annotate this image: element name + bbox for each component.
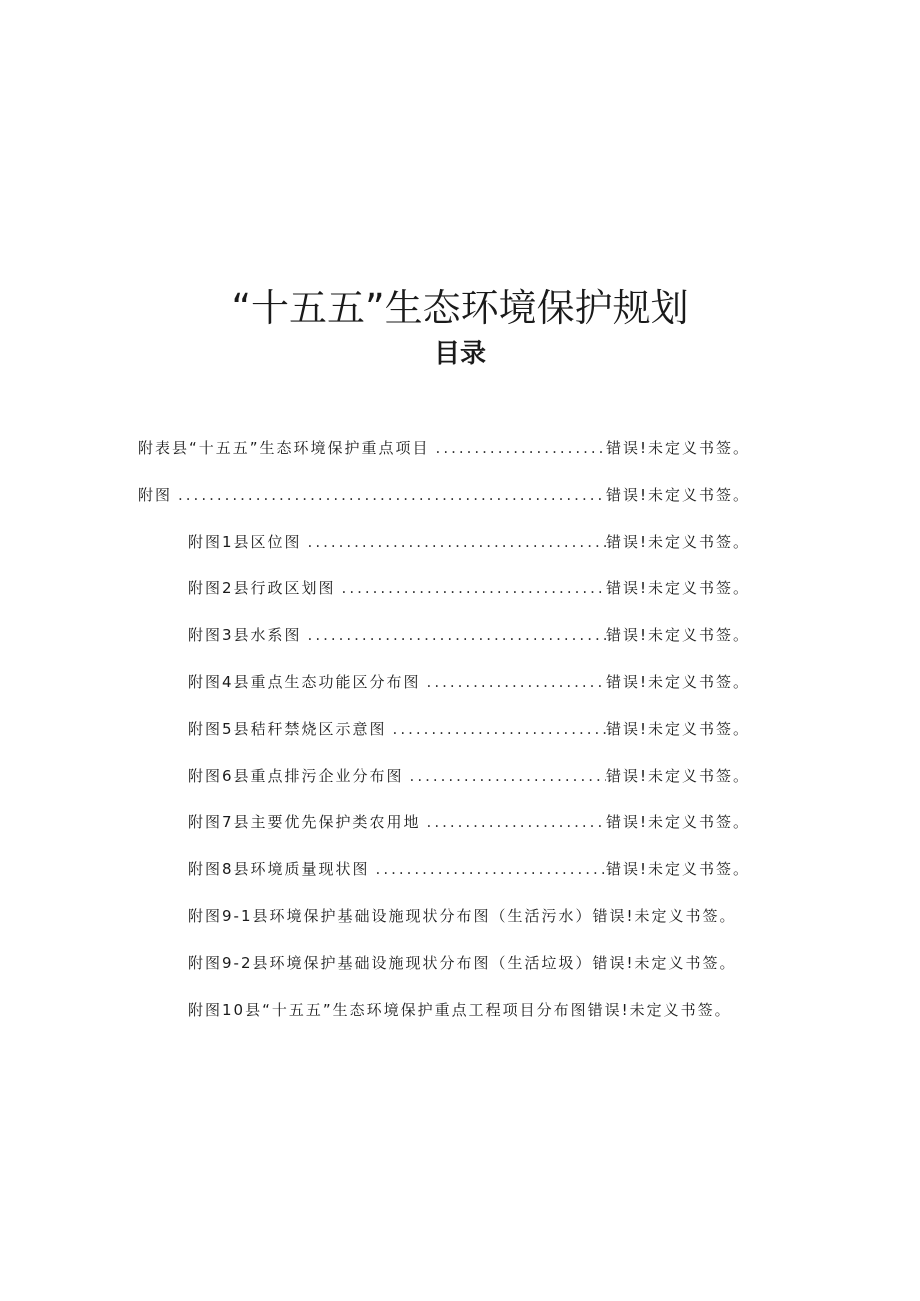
- toc-entry-label: 附图4县重点生态功能区分布图: [188, 673, 421, 691]
- toc-entry[interactable]: [188, 621, 750, 649]
- toc-entry-label: 附表县“十五五”生态环境保护重点项目: [138, 439, 430, 457]
- toc-entry-page-ref: 错误!未定义书签。: [605, 486, 750, 504]
- toc-entry[interactable]: [188, 949, 750, 977]
- toc-entry-page-ref: 错误!未定义书签。: [592, 907, 737, 925]
- toc-dot-leader: [302, 528, 606, 556]
- toc-entry-label: 附图3县水系图: [188, 626, 302, 644]
- toc-entry-page-ref: 错误!未定义书签。: [605, 767, 750, 785]
- toc-entry-label: 附图9-1县环境保护基础设施现状分布图（生活污水）: [188, 907, 593, 925]
- toc-entry-page-ref: 错误!未定义书签。: [605, 720, 750, 738]
- toc-entry[interactable]: [188, 996, 750, 1024]
- toc-entry-label: 附图8县环境质量现状图: [188, 860, 370, 878]
- toc-dot-leader: [421, 808, 606, 836]
- toc-entry[interactable]: [188, 855, 750, 883]
- toc-entry-page-ref: 错误!未定义书签。: [605, 673, 750, 691]
- toc-dot-leader: [387, 715, 606, 743]
- toc-entry-label: 附图9-2县环境保护基础设施现状分布图（生活垃圾）: [188, 954, 593, 972]
- toc-dot-leader: [404, 762, 606, 790]
- toc-entry-page-ref: 错误!未定义书签。: [605, 579, 750, 597]
- toc-entry[interactable]: [188, 574, 750, 602]
- toc-entry[interactable]: [138, 434, 750, 462]
- toc-entry[interactable]: [188, 808, 750, 836]
- toc-entry[interactable]: [188, 715, 750, 743]
- toc-entry-page-ref: 错误!未定义书签。: [605, 626, 750, 644]
- toc-dot-leader: [421, 668, 606, 696]
- toc-dot-leader: [370, 855, 606, 883]
- toc-entry-page-ref: 错误!未定义书签。: [605, 860, 750, 878]
- toc-entry-label: 附图2县行政区划图: [188, 579, 336, 597]
- toc-dot-leader: [336, 574, 606, 602]
- toc-entry-label: 附图6县重点排污企业分布图: [188, 767, 404, 785]
- document-title: “十五五”生态环境保护规划: [231, 286, 689, 330]
- toc-entry-label: 附图1县区位图: [188, 533, 302, 551]
- toc-entry-label: 附图: [138, 486, 173, 504]
- toc-dot-leader: [172, 481, 606, 509]
- toc-entry-label: 附图7县主要优先保护类农用地: [188, 813, 421, 831]
- toc-heading: 目录: [433, 339, 486, 369]
- toc-entry-page-ref: 错误!未定义书签。: [605, 533, 750, 551]
- toc-entry[interactable]: [138, 481, 750, 509]
- toc-entry-label: 附图5县秸秆禁烧区示意图: [188, 720, 387, 738]
- toc-entry[interactable]: [188, 668, 750, 696]
- toc-entry-page-ref: 错误!未定义书签。: [605, 439, 750, 457]
- toc-entry-page-ref: 错误!未定义书签。: [592, 954, 737, 972]
- toc-entry[interactable]: [188, 528, 750, 556]
- toc-dot-leader: [430, 434, 606, 462]
- toc-dot-leader: [302, 621, 606, 649]
- toc-entry-page-ref: 错误!未定义书签。: [587, 1001, 732, 1019]
- toc-entry-label: 附图10县“十五五”生态环境保护重点工程项目分布图: [188, 1001, 588, 1019]
- toc-entry-page-ref: 错误!未定义书签。: [605, 813, 750, 831]
- toc-entry[interactable]: [188, 762, 750, 790]
- toc-entry[interactable]: [188, 902, 750, 930]
